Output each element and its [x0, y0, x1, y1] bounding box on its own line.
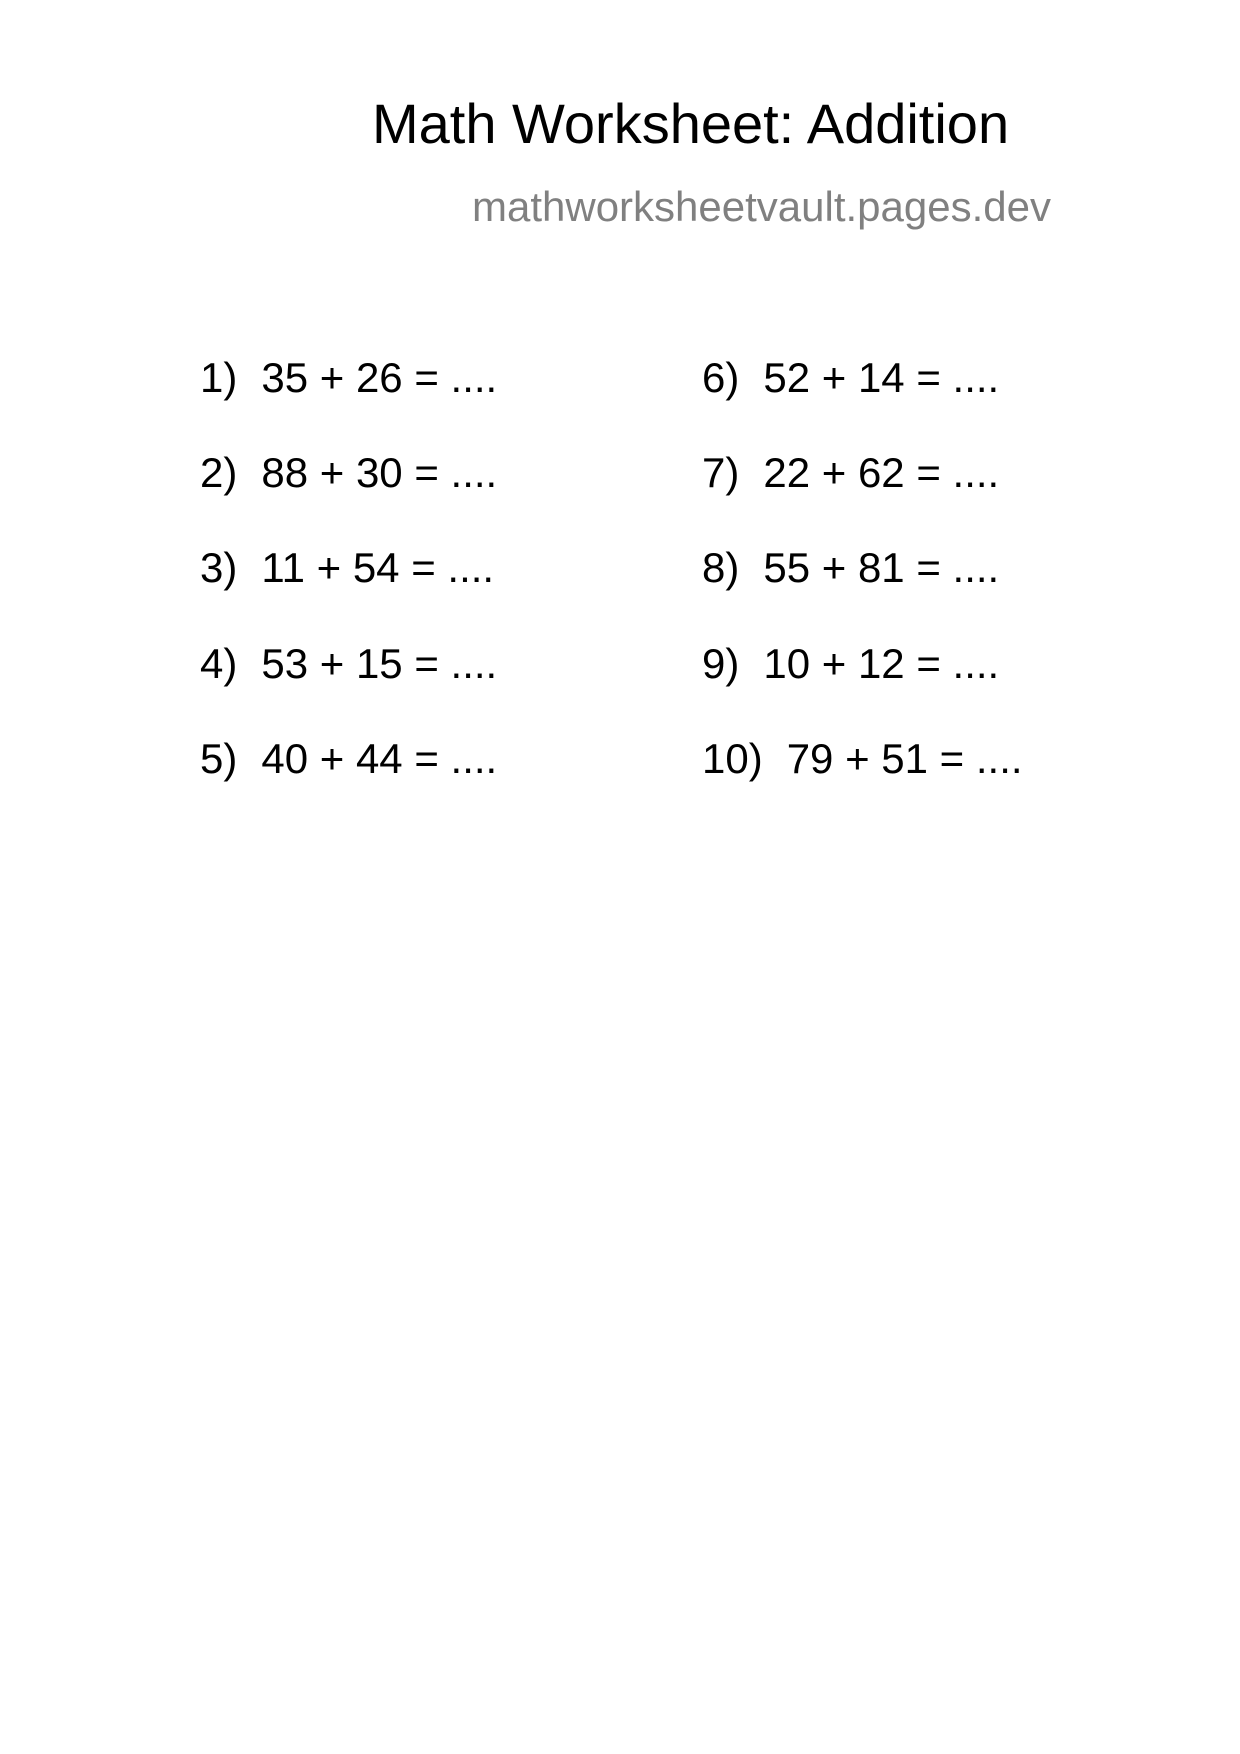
problem-9: [702, 640, 1000, 687]
problem-number: 7): [702, 449, 740, 496]
problem-number: 8): [702, 544, 740, 591]
problem-expression: 55 + 81 = ....: [763, 544, 1000, 591]
problem-number: 5): [200, 735, 238, 782]
problem-expression: 35 + 26 = ....: [261, 354, 498, 401]
problem-number: 4): [200, 640, 238, 687]
problem-4: [200, 640, 498, 687]
problem-number: 6): [702, 354, 740, 401]
problem-8: [702, 544, 1000, 591]
problem-number: 2): [200, 449, 238, 496]
problem-expression: 53 + 15 = ....: [261, 640, 498, 687]
problem-number: 3): [200, 544, 238, 591]
problem-10: [702, 735, 1023, 782]
problem-5: [200, 735, 498, 782]
problem-number: 10): [702, 735, 763, 782]
problem-expression: 52 + 14 = ....: [763, 354, 1000, 401]
site-url: mathworksheetvault.pages.dev: [472, 183, 1051, 230]
problem-1: [200, 354, 498, 401]
problem-7: [702, 449, 1000, 496]
problem-expression: 22 + 62 = ....: [763, 449, 1000, 496]
page-title: Math Worksheet: Addition: [372, 92, 1010, 155]
problem-3: [200, 544, 495, 591]
problem-expression: 10 + 12 = ....: [763, 640, 1000, 687]
problem-expression: 11 + 54 = ....: [261, 544, 495, 591]
problem-6: [702, 354, 1000, 401]
problem-2: [200, 449, 498, 496]
problem-number: 1): [200, 354, 238, 401]
problem-expression: 79 + 51 = ....: [786, 735, 1023, 782]
problem-number: 9): [702, 640, 740, 687]
problem-expression: 40 + 44 = ....: [261, 735, 498, 782]
problem-expression: 88 + 30 = ....: [261, 449, 498, 496]
